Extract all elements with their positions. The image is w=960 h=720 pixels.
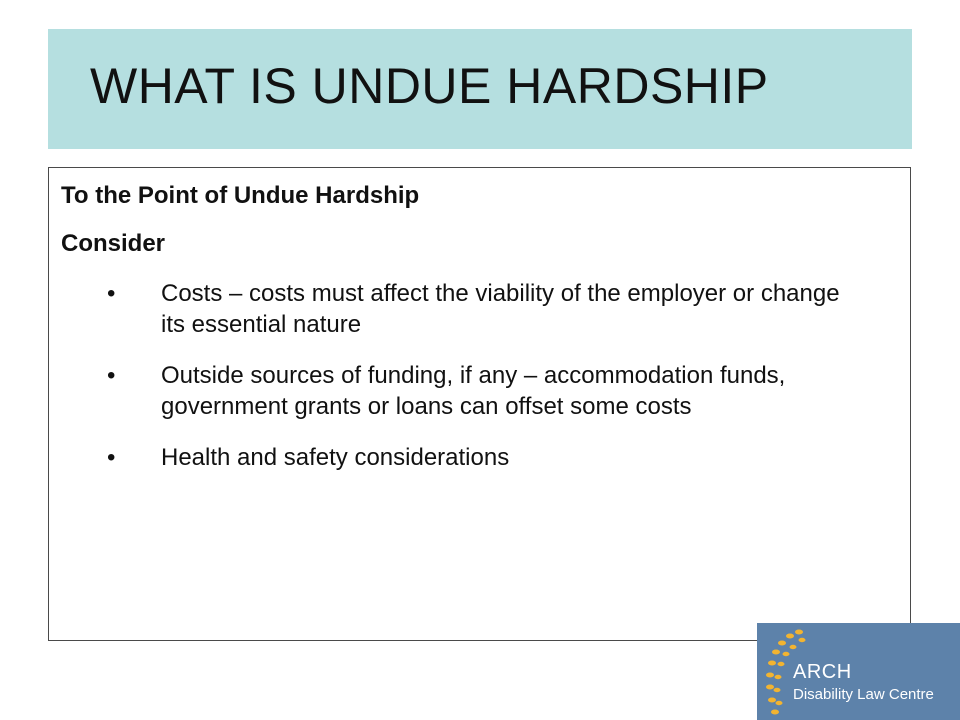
logo-subtitle: Disability Law Centre bbox=[793, 686, 934, 703]
logo-name: ARCH bbox=[793, 661, 852, 683]
bullet-marker: • bbox=[107, 362, 116, 389]
bullet-text: Health and safety considerations bbox=[161, 444, 510, 471]
subheading-point: To the Point of Undue Hardship bbox=[61, 182, 420, 209]
arch-dots-logo-icon bbox=[757, 623, 960, 720]
bullet-text: Outside sources of funding, if any – accommodation funds, government grants or loans can offset some costs bbox=[161, 362, 786, 420]
subheading-consider: Consider bbox=[61, 230, 166, 257]
title-band bbox=[48, 29, 912, 149]
bullet-item bbox=[49, 442, 869, 473]
bullet-marker: • bbox=[107, 280, 116, 307]
content-box bbox=[48, 167, 911, 641]
bullet-item bbox=[49, 278, 869, 340]
arch-logo bbox=[757, 623, 960, 720]
bullet-marker: • bbox=[107, 444, 116, 471]
bullet-list bbox=[49, 278, 869, 493]
bullet-text: Costs – costs must affect the viability of the employer or change its essential nature bbox=[161, 280, 840, 338]
slide-title: WHAT IS UNDUE HARDSHIP bbox=[90, 58, 769, 114]
bullet-item bbox=[49, 360, 869, 422]
